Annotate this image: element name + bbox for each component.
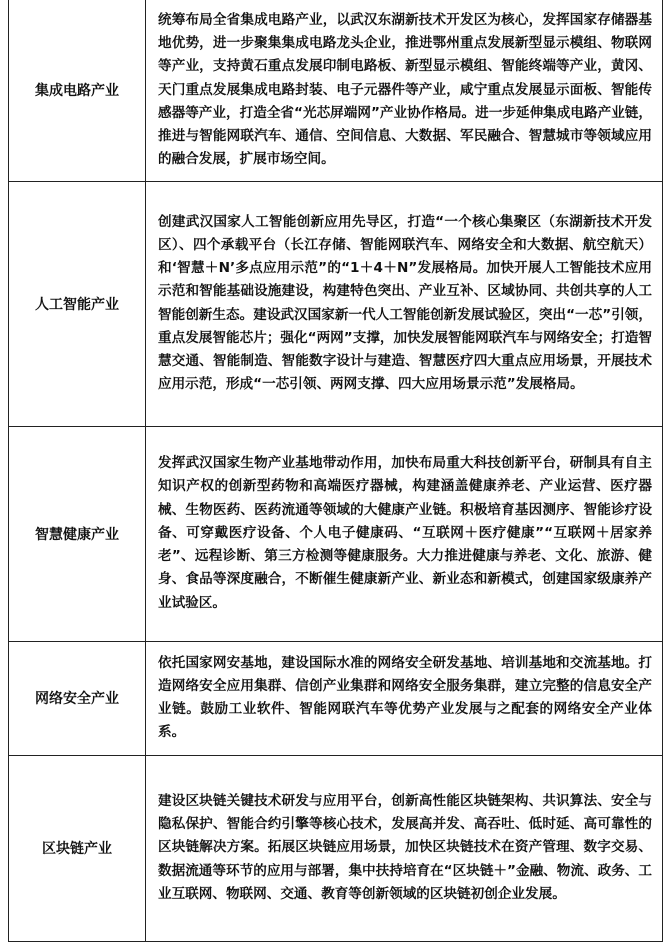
table-row	[9, 426, 663, 641]
category-cell: 智慧健康产业	[9, 426, 146, 641]
description-cell: 统筹布局全省集成电路产业，以武汉东湖新技术开发区为核心，发挥国家存储器基地优势，进一步聚集集成电路龙头企业，推进鄂州重点发展新型显示模组、物联网等产业，支持黄石重点发展印制电路板、新型显示模组、智能终端等产业，黄冈、天门重点发展集成电路封装、电子元器件等产业，咸宁重点发展显示面板、智能传感器等产业，打造全省“光芯屏端网”产业协作格局。进一步延伸集成电路产业链，推进与智能网联汽车、通信、空间信息、大数据、军民融合、智慧城市等领域应用的融合发展，扩展市场空间。	[146, 0, 663, 181]
table-row	[9, 641, 663, 755]
table-row	[9, 755, 663, 941]
description-cell: 依托国家网安基地，建设国际水准的网络安全研发基地、培训基地和交流基地。打造网络安全应用集群、信创产业集群和网络安全服务集群，建立完整的信息安全产业链。鼓励工业软件、智能网联汽车等优势产业发展与之配套的网络安全产业体系。	[146, 641, 663, 755]
table-row	[9, 181, 663, 426]
category-cell: 集成电路产业	[9, 0, 146, 181]
table-row	[9, 0, 663, 181]
category-cell: 人工智能产业	[9, 181, 146, 426]
description-cell: 创建武汉国家人工智能创新应用先导区，打造“一个核心集聚区（东湖新技术开发区）、四个承载平台（长江存储、智能网联汽车、网络安全和大数据、航空航天）和‘智慧＋N’多点应用示范”的“1＋4＋N”发展格局。加快开展人工智能技术应用示范和智能基础设施建设，构建特色突出、产业互补、区域协同、共创共享的人工智能创新生态。建设武汉国家新一代人工智能创新发展试验区，突出“一芯”引领，重点发展智能芯片；强化“两网”支撑，加快发展智能网联汽车与网络安全；打造智慧交通、智能制造、智能数字设计与建造、智慧医疗四大重点应用场景，开展技术应用示范，形成“一芯引领、两网支撑、四大应用场景示范”发展格局。	[146, 181, 663, 426]
industry-table	[8, 0, 663, 942]
description-cell: 发挥武汉国家生物产业基地带动作用，加快布局重大科技创新平台，研制具有自主知识产权的创新型药物和高端医疗器械，构建涵盖健康养老、产业运营、医疗器械、生物医药、医药流通等领域的大健康产业链。积极培育基因测序、智能诊疗设备、可穿戴医疗设备、个人电子健康码、“互联网＋医疗健康”“互联网＋居家养老”、远程诊断、第三方检测等健康服务。大力推进健康与养老、文化、旅游、健身、食品等深度融合，不断催生健康新产业、新业态和新模式，创建国家级康养产业试验区。	[146, 426, 663, 641]
category-cell: 区块链产业	[9, 755, 146, 941]
category-cell: 网络安全产业	[9, 641, 146, 755]
description-cell: 建设区块链关键技术研发与应用平台，创新高性能区块链架构、共识算法、安全与隐私保护、智能合约引擎等核心技术，发展高并发、高吞吐、低时延、高可靠性的区块链解决方案。拓展区块链应用场景，加快区块链技术在资产管理、数字交易、数据流通等环节的应用与部署，集中扶持培育在“区块链＋”金融、物流、政务、工业互联网、物联网、交通、教育等创新领域的区块链初创企业发展。	[146, 755, 663, 941]
